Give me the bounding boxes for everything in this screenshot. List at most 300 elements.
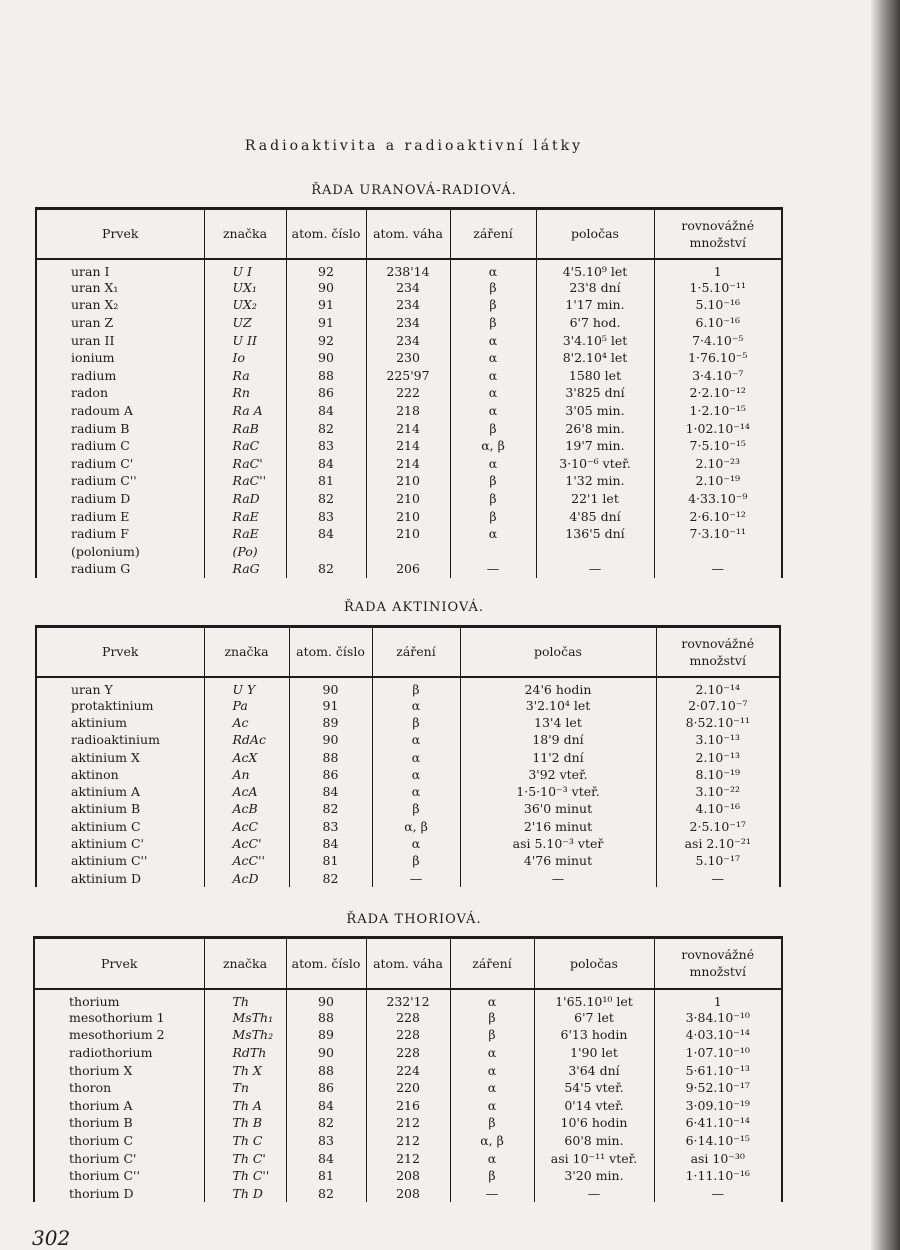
table-cell: 2.10⁻¹⁴: [656, 677, 780, 697]
table-cell: radium G: [36, 560, 204, 578]
table-cell: 13'4 let: [460, 714, 656, 731]
table-cell: RaE: [204, 507, 286, 525]
table-cell: 3'4.10⁵ let: [536, 331, 654, 349]
table-cell: 91: [286, 296, 366, 314]
table-cell: 22'1 let: [536, 490, 654, 508]
table-cell: 2·6.10⁻¹²: [654, 507, 782, 525]
table-cell: 212: [366, 1132, 450, 1150]
table-cell: 84: [286, 525, 366, 543]
table-cell: 3.10⁻¹³: [656, 731, 780, 748]
table-row: [36, 437, 782, 455]
column-header: poločas: [536, 209, 654, 259]
table-cell: radioaktinium: [36, 731, 204, 748]
table-cell: 90: [286, 1044, 366, 1062]
table-cell: 36'0 minut: [460, 800, 656, 817]
table-cell: radium D: [36, 490, 204, 508]
table-cell: U II: [204, 331, 286, 349]
column-header: atom. váha: [366, 938, 450, 989]
table-row: [36, 852, 780, 869]
column-header: poločas: [460, 627, 656, 677]
table-cell: [366, 542, 450, 560]
table-cell: [536, 542, 654, 560]
table-cell: 210: [366, 472, 450, 490]
table-cell: aktinium C: [36, 818, 204, 835]
table-cell: 4'76 minut: [460, 852, 656, 869]
table-cell: 89: [286, 1026, 366, 1044]
table-cell: α: [450, 384, 536, 402]
table-cell: 218: [366, 402, 450, 420]
table-cell: 210: [366, 525, 450, 543]
table-cell: 1·02.10⁻¹⁴: [654, 419, 782, 437]
table-cell: 232'12: [366, 989, 450, 1009]
table-cell: 222: [366, 384, 450, 402]
table-cell: 214: [366, 454, 450, 472]
table-cell: 228: [366, 1044, 450, 1062]
table-cell: UX₁: [204, 279, 286, 297]
table-cell: 220: [366, 1079, 450, 1097]
table-cell: 86: [286, 384, 366, 402]
table-cell: Th C': [204, 1149, 286, 1167]
table-cell: 1·11.10⁻¹⁶: [654, 1167, 782, 1185]
table-cell: 84: [286, 1149, 366, 1167]
table-row: [36, 560, 782, 578]
table-cell: Th D: [204, 1184, 286, 1202]
table-cell: 214: [366, 419, 450, 437]
table-cell: 84: [289, 783, 372, 800]
table-row: [36, 800, 780, 817]
uranium-series-title: ŘADA URANOVÁ-RADIOVÁ.: [311, 183, 517, 198]
table-cell: β: [450, 1009, 534, 1027]
table-cell: radium C'': [36, 472, 204, 490]
table-cell: α: [450, 331, 536, 349]
table-row: [36, 697, 780, 714]
table-cell: asi 5.10⁻³ vteř: [460, 835, 656, 852]
table-cell: 214: [366, 437, 450, 455]
table-cell: 2·5.10⁻¹⁷: [656, 818, 780, 835]
table-cell: aktinium D: [36, 869, 204, 886]
table-cell: 82: [286, 1114, 366, 1132]
table-cell: 83: [286, 507, 366, 525]
table-row: [36, 296, 782, 314]
table-cell: thorium D: [34, 1184, 204, 1202]
table-cell: RaG: [204, 560, 286, 578]
table-cell: protaktinium: [36, 697, 204, 714]
column-header: záření: [450, 938, 534, 989]
table-cell: radium: [36, 366, 204, 384]
column-header: značka: [204, 627, 289, 677]
table-cell: 210: [366, 507, 450, 525]
table-cell: thorium B: [34, 1114, 204, 1132]
table-cell: 3·10⁻⁶ vteř.: [536, 454, 654, 472]
table-cell: 10'6 hodin: [534, 1114, 654, 1132]
table-cell: 1: [654, 989, 782, 1009]
table-row: [34, 1079, 782, 1097]
column-header: atom. číslo: [286, 209, 366, 259]
table-cell: 81: [289, 852, 372, 869]
table-cell: α: [450, 402, 536, 420]
table-cell: 6.10⁻¹⁶: [654, 314, 782, 332]
table-cell: 18'9 dní: [460, 731, 656, 748]
table-cell: Th C'': [204, 1167, 286, 1185]
table-cell: 6·14.10⁻¹⁵: [654, 1132, 782, 1150]
table-cell: α: [372, 697, 460, 714]
table-cell: 5.10⁻¹⁷: [656, 852, 780, 869]
table-cell: 82: [286, 419, 366, 437]
column-header: atom. číslo: [286, 938, 366, 989]
table-cell: 3'20 min.: [534, 1167, 654, 1185]
table-row: [36, 731, 780, 748]
table-cell: 1'32 min.: [536, 472, 654, 490]
table-cell: aktinium X: [36, 748, 204, 765]
table-cell: 7·3.10⁻¹¹: [654, 525, 782, 543]
table-cell: 89: [289, 714, 372, 731]
table-cell: radium E: [36, 507, 204, 525]
table-cell: RaC': [204, 454, 286, 472]
table-cell: uran X₂: [36, 296, 204, 314]
table-cell: β: [450, 472, 536, 490]
table-cell: Th B: [204, 1114, 286, 1132]
table-cell: 19'7 min.: [536, 437, 654, 455]
table-cell: 9·52.10⁻¹⁷: [654, 1079, 782, 1097]
uranium-series-table: [35, 207, 783, 578]
table-cell: 92: [286, 259, 366, 279]
table-cell: β: [372, 714, 460, 731]
table-cell: 88: [289, 748, 372, 765]
table-cell: 208: [366, 1167, 450, 1185]
table-cell: 82: [289, 800, 372, 817]
table-row: [34, 1149, 782, 1167]
table-cell: 4·33.10⁻⁹: [654, 490, 782, 508]
table-row: [34, 1132, 782, 1150]
table-cell: 212: [366, 1149, 450, 1167]
table-cell: —: [450, 1184, 534, 1202]
table-cell: 91: [289, 697, 372, 714]
table-row: [36, 748, 780, 765]
table-cell: 234: [366, 331, 450, 349]
table-cell: 228: [366, 1009, 450, 1027]
table-cell: β: [372, 677, 460, 697]
table-row: [34, 1114, 782, 1132]
table-cell: α: [372, 766, 460, 783]
table-row: [36, 349, 782, 367]
table-cell: α: [450, 1149, 534, 1167]
table-cell: β: [450, 279, 536, 297]
table-cell: thorium C: [34, 1132, 204, 1150]
table-header-row: [36, 209, 782, 259]
table-cell: mesothorium 2: [34, 1026, 204, 1044]
table-cell: RdAc: [204, 731, 289, 748]
table-cell: —: [654, 560, 782, 578]
table-cell: β: [450, 1167, 534, 1185]
table-cell: radium B: [36, 419, 204, 437]
table-cell: Tn: [204, 1079, 286, 1097]
table-cell: 210: [366, 490, 450, 508]
table-cell: α: [372, 731, 460, 748]
table-cell: uran I: [36, 259, 204, 279]
table-cell: 82: [289, 869, 372, 886]
table-cell: Th: [204, 989, 286, 1009]
table-cell: RaC: [204, 437, 286, 455]
column-header: značka: [204, 209, 286, 259]
table-header-row: [36, 627, 780, 677]
table-cell: 1'17 min.: [536, 296, 654, 314]
table-row: [34, 989, 782, 1009]
table-cell: AcC: [204, 818, 289, 835]
table-row: [36, 714, 780, 731]
table-cell: RdTh: [204, 1044, 286, 1062]
table-cell: α: [450, 1096, 534, 1114]
table-cell: uran X₁: [36, 279, 204, 297]
table-cell: α: [372, 783, 460, 800]
table-cell: 228: [366, 1026, 450, 1044]
table-cell: β: [450, 314, 536, 332]
table-row: [36, 766, 780, 783]
table-cell: U I: [204, 259, 286, 279]
table-cell: 81: [286, 472, 366, 490]
table-cell: ionium: [36, 349, 204, 367]
table-cell: 81: [286, 1167, 366, 1185]
table-cell: RaE: [204, 525, 286, 543]
table-cell: 90: [286, 279, 366, 297]
table-cell: 8'2.10⁴ let: [536, 349, 654, 367]
table-cell: 91: [286, 314, 366, 332]
table-cell: 88: [286, 1009, 366, 1027]
table-cell: 1'65.10¹⁰ let: [534, 989, 654, 1009]
column-header: Prvek: [36, 209, 204, 259]
table-cell: mesothorium 1: [34, 1009, 204, 1027]
table-row: [36, 366, 782, 384]
table-row: [36, 818, 780, 835]
table-cell: thorium: [34, 989, 204, 1009]
table-cell: —: [534, 1184, 654, 1202]
table-cell: 1·5.10⁻¹¹: [654, 279, 782, 297]
table-cell: 83: [289, 818, 372, 835]
table-cell: α: [450, 349, 536, 367]
table-cell: Th C: [204, 1132, 286, 1150]
table-cell: 83: [286, 1132, 366, 1150]
table-cell: radoum A: [36, 402, 204, 420]
table-cell: 224: [366, 1061, 450, 1079]
table-cell: aktinium: [36, 714, 204, 731]
table-cell: U Y: [204, 677, 289, 697]
table-cell: Ra: [204, 366, 286, 384]
table-cell: AcC': [204, 835, 289, 852]
table-cell: 136'5 dní: [536, 525, 654, 543]
table-cell: α: [450, 454, 536, 472]
table-cell: An: [204, 766, 289, 783]
table-cell: [654, 542, 782, 560]
table-cell: —: [654, 1184, 782, 1202]
actinium-series-title: ŘADA AKTINIOVÁ.: [344, 600, 484, 615]
table-cell: 82: [286, 490, 366, 508]
table-row: [34, 1167, 782, 1185]
table-cell: 1·07.10⁻¹⁰: [654, 1044, 782, 1062]
table-cell: radium C: [36, 437, 204, 455]
table-row: [36, 259, 782, 279]
table-cell: 83: [286, 437, 366, 455]
column-header: Prvek: [36, 627, 204, 677]
table-row: [34, 1026, 782, 1044]
table-cell: 86: [289, 766, 372, 783]
table-cell: RaC'': [204, 472, 286, 490]
table-cell: AcC'': [204, 852, 289, 869]
table-cell: RaD: [204, 490, 286, 508]
table-cell: 3'2.10⁴ let: [460, 697, 656, 714]
table-row: [36, 331, 782, 349]
table-cell: 60'8 min.: [534, 1132, 654, 1150]
table-cell: β: [450, 1026, 534, 1044]
table-cell: 3·09.10⁻¹⁹: [654, 1096, 782, 1114]
table-cell: UX₂: [204, 296, 286, 314]
table-cell: 1·5·10⁻³ vteř.: [460, 783, 656, 800]
table-cell: 3'64 dní: [534, 1061, 654, 1079]
table-cell: Rn: [204, 384, 286, 402]
table-cell: thorium C'': [34, 1167, 204, 1185]
table-cell: 82: [286, 1184, 366, 1202]
column-header: rovnovážné množství: [656, 627, 780, 677]
table-cell: aktinium C'': [36, 852, 204, 869]
table-cell: β: [450, 419, 536, 437]
table-header-row: [34, 938, 782, 989]
table-cell: Th A: [204, 1096, 286, 1114]
table-cell: β: [450, 490, 536, 508]
table-cell: α: [450, 1061, 534, 1079]
table-cell: 234: [366, 296, 450, 314]
table-cell: —: [536, 560, 654, 578]
table-cell: asi 10⁻¹¹ vteř.: [534, 1149, 654, 1167]
table-row: [34, 1061, 782, 1079]
table-cell: 216: [366, 1096, 450, 1114]
table-cell: AcB: [204, 800, 289, 817]
table-cell: α: [450, 525, 536, 543]
table-cell: 90: [289, 677, 372, 697]
table-cell: AcD: [204, 869, 289, 886]
table-cell: 2·07.10⁻⁷: [656, 697, 780, 714]
table-cell: 26'8 min.: [536, 419, 654, 437]
table-cell: β: [372, 852, 460, 869]
table-cell: 206: [366, 560, 450, 578]
table-cell: 84: [286, 454, 366, 472]
table-cell: 238'14: [366, 259, 450, 279]
table-cell: radon: [36, 384, 204, 402]
table-cell: 84: [289, 835, 372, 852]
table-cell: 3'92 vteř.: [460, 766, 656, 783]
table-cell: α, β: [450, 1132, 534, 1150]
table-cell: 82: [286, 560, 366, 578]
table-cell: 0'14 vteř.: [534, 1096, 654, 1114]
table-cell: α, β: [372, 818, 460, 835]
table-cell: MsTh₂: [204, 1026, 286, 1044]
table-cell: [286, 542, 366, 560]
table-cell: 92: [286, 331, 366, 349]
table-cell: β: [450, 296, 536, 314]
table-cell: β: [372, 800, 460, 817]
column-header: Prvek: [34, 938, 204, 989]
table-cell: α: [450, 989, 534, 1009]
table-cell: asi 2.10⁻²¹: [656, 835, 780, 852]
table-cell: (Po): [204, 542, 286, 560]
table-cell: 6'13 hodin: [534, 1026, 654, 1044]
table-cell: Io: [204, 349, 286, 367]
column-header: poločas: [534, 938, 654, 989]
table-row: [36, 542, 782, 560]
table-row: [36, 525, 782, 543]
table-cell: 3.10⁻²²: [656, 783, 780, 800]
table-cell: aktinium A: [36, 783, 204, 800]
table-cell: —: [372, 869, 460, 886]
table-row: [36, 869, 780, 886]
table-cell: 234: [366, 279, 450, 297]
table-cell: thoron: [34, 1079, 204, 1097]
table-cell: α: [372, 748, 460, 765]
table-cell: AcA: [204, 783, 289, 800]
column-header: atom. váha: [366, 209, 450, 259]
table-row: [36, 507, 782, 525]
table-cell: 5.10⁻¹⁶: [654, 296, 782, 314]
table-cell: —: [656, 869, 780, 886]
table-cell: UZ: [204, 314, 286, 332]
table-cell: 4'85 dní: [536, 507, 654, 525]
column-header: rovnovážné množství: [654, 209, 782, 259]
table-cell: α: [450, 1079, 534, 1097]
table-cell: thorium C': [34, 1149, 204, 1167]
table-cell: Ra A: [204, 402, 286, 420]
table-cell: β: [450, 1114, 534, 1132]
table-cell: 4'5.10⁹ let: [536, 259, 654, 279]
table-cell: 1·2.10⁻¹⁵: [654, 402, 782, 420]
table-cell: 2.10⁻¹⁹: [654, 472, 782, 490]
table-cell: AcX: [204, 748, 289, 765]
table-cell: 1·76.10⁻⁵: [654, 349, 782, 367]
table-cell: α: [450, 259, 536, 279]
table-cell: 8·52.10⁻¹¹: [656, 714, 780, 731]
table-cell: 3·84.10⁻¹⁰: [654, 1009, 782, 1027]
table-cell: 230: [366, 349, 450, 367]
table-row: [36, 835, 780, 852]
table-cell: 6·41.10⁻¹⁴: [654, 1114, 782, 1132]
table-row: [34, 1184, 782, 1202]
table-row: [36, 472, 782, 490]
table-cell: 7·4.10⁻⁵: [654, 331, 782, 349]
table-cell: 3'05 min.: [536, 402, 654, 420]
table-cell: 5·61.10⁻¹³: [654, 1061, 782, 1079]
page-number: 302: [32, 1226, 71, 1250]
table-row: [36, 402, 782, 420]
table-row: [36, 783, 780, 800]
table-cell: 4.10⁻¹⁶: [656, 800, 780, 817]
running-head: Radioaktivita a radioaktivní látky: [244, 138, 584, 154]
table-cell: 54'5 vteř.: [534, 1079, 654, 1097]
table-row: [36, 384, 782, 402]
table-row: [36, 490, 782, 508]
table-row: [34, 1009, 782, 1027]
table-cell: 4·03.10⁻¹⁴: [654, 1026, 782, 1044]
table-cell: 225'97: [366, 366, 450, 384]
table-cell: uran Z: [36, 314, 204, 332]
thorium-series-title: ŘADA THORIOVÁ.: [346, 912, 482, 927]
table-row: [36, 677, 780, 697]
table-cell: radium F: [36, 525, 204, 543]
table-cell: (polonium): [36, 542, 204, 560]
table-cell: thorium X: [34, 1061, 204, 1079]
table-cell: 8.10⁻¹⁹: [656, 766, 780, 783]
table-cell: [450, 542, 536, 560]
column-header: záření: [450, 209, 536, 259]
table-cell: asi 10⁻³⁰: [654, 1149, 782, 1167]
column-header: atom. číslo: [289, 627, 372, 677]
table-cell: —: [460, 869, 656, 886]
page-edge-shadow: [870, 0, 900, 1250]
